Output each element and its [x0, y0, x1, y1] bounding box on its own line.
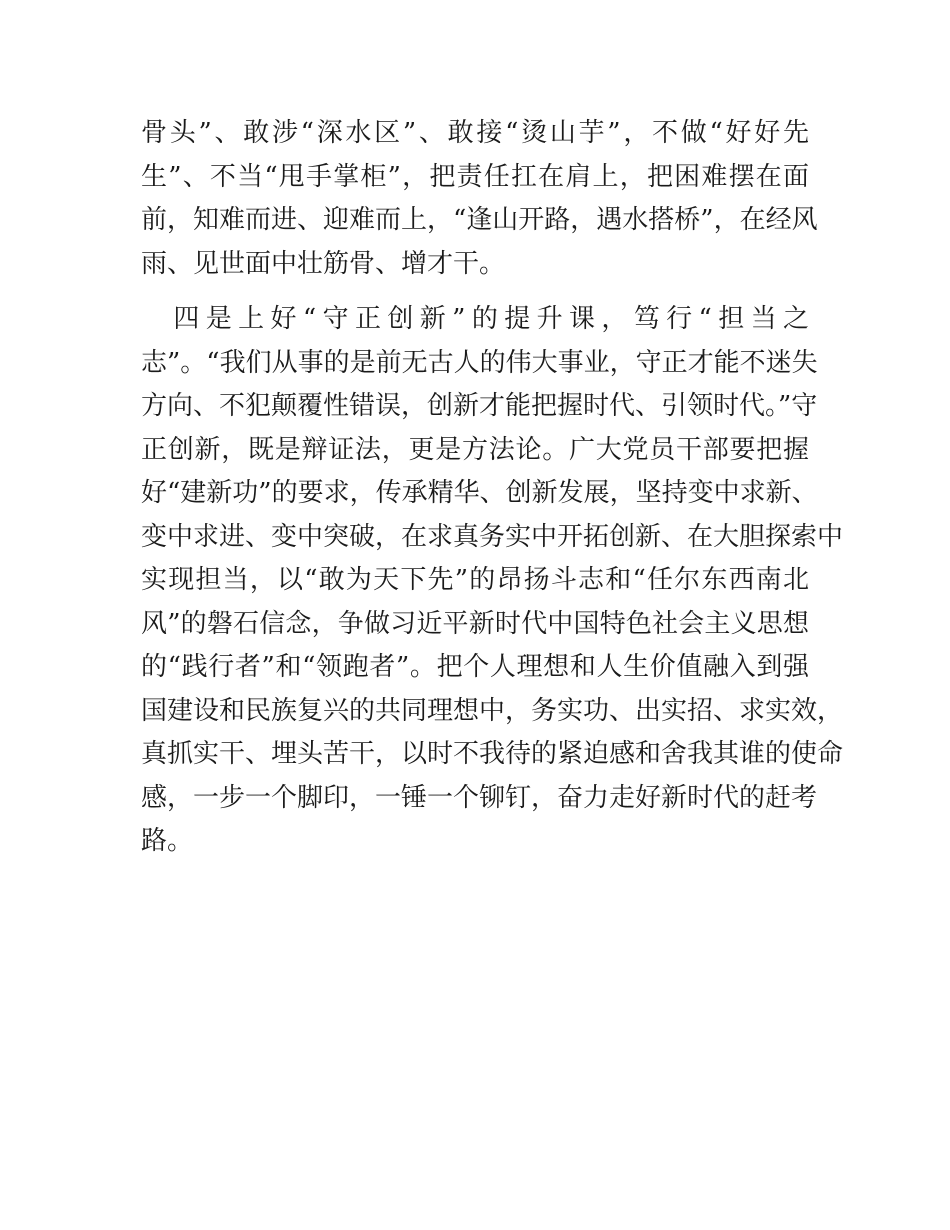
text-line: 雨、见世面中壮筋骨、增才干。	[141, 248, 506, 279]
text-line: 风”的磐石信念，争做习近平新时代中国特色社会主义思想	[141, 608, 809, 639]
text-line: 正创新，既是辩证法，更是方法论。广大党员干部要把握	[141, 434, 809, 465]
paragraph-2	[141, 298, 844, 864]
paragraph-1	[141, 112, 818, 286]
text-line: 前，知难而进、迎难而上，“逢山开路，遇水搭桥”，在经风	[141, 205, 818, 235]
text-line: 的“践行者”和“领跑者”。把个人理想和人生价值融入到强	[141, 652, 809, 682]
text-line: 感，一步一个脚印，一锤一个铆钉，奋力走好新时代的赶考	[141, 782, 818, 813]
text-line: 真抓实干、埋头苦干，以时不我待的紧迫感和舍我其谁的使命	[141, 739, 844, 769]
paragraph-gap	[141, 286, 809, 298]
text-line: 路。	[141, 826, 194, 856]
text-line: 国建设和民族复兴的共同理想中，务实功、出实招、求实效，	[141, 695, 844, 726]
text-line: 志”。“我们从事的是前无古人的伟大事业，守正才能不迷失	[141, 347, 818, 378]
text-line: 生”、不当“甩手掌柜”，把责任扛在肩上，把困难摆在面	[141, 161, 809, 192]
body-text	[141, 112, 844, 864]
text-line: 变中求进、变中突破，在求真务实中开拓创新、在大胆探索中	[141, 521, 844, 552]
text-line: 四是上好“守正创新”的提升课，笃行“担当之	[141, 304, 809, 334]
text-line: 方向、不犯颠覆性错误，创新才能把握时代、引领时代。”守	[141, 391, 818, 421]
text-line: 骨头”、敢涉“深水区”、敢接“烫山芋”，不做“好好先	[141, 118, 809, 148]
text-line: 实现担当，以“敢为天下先”的昂扬斗志和“任尔东西南北	[141, 565, 809, 595]
text-line: 好“建新功”的要求，传承精华、创新发展，坚持变中求新、	[141, 478, 818, 508]
